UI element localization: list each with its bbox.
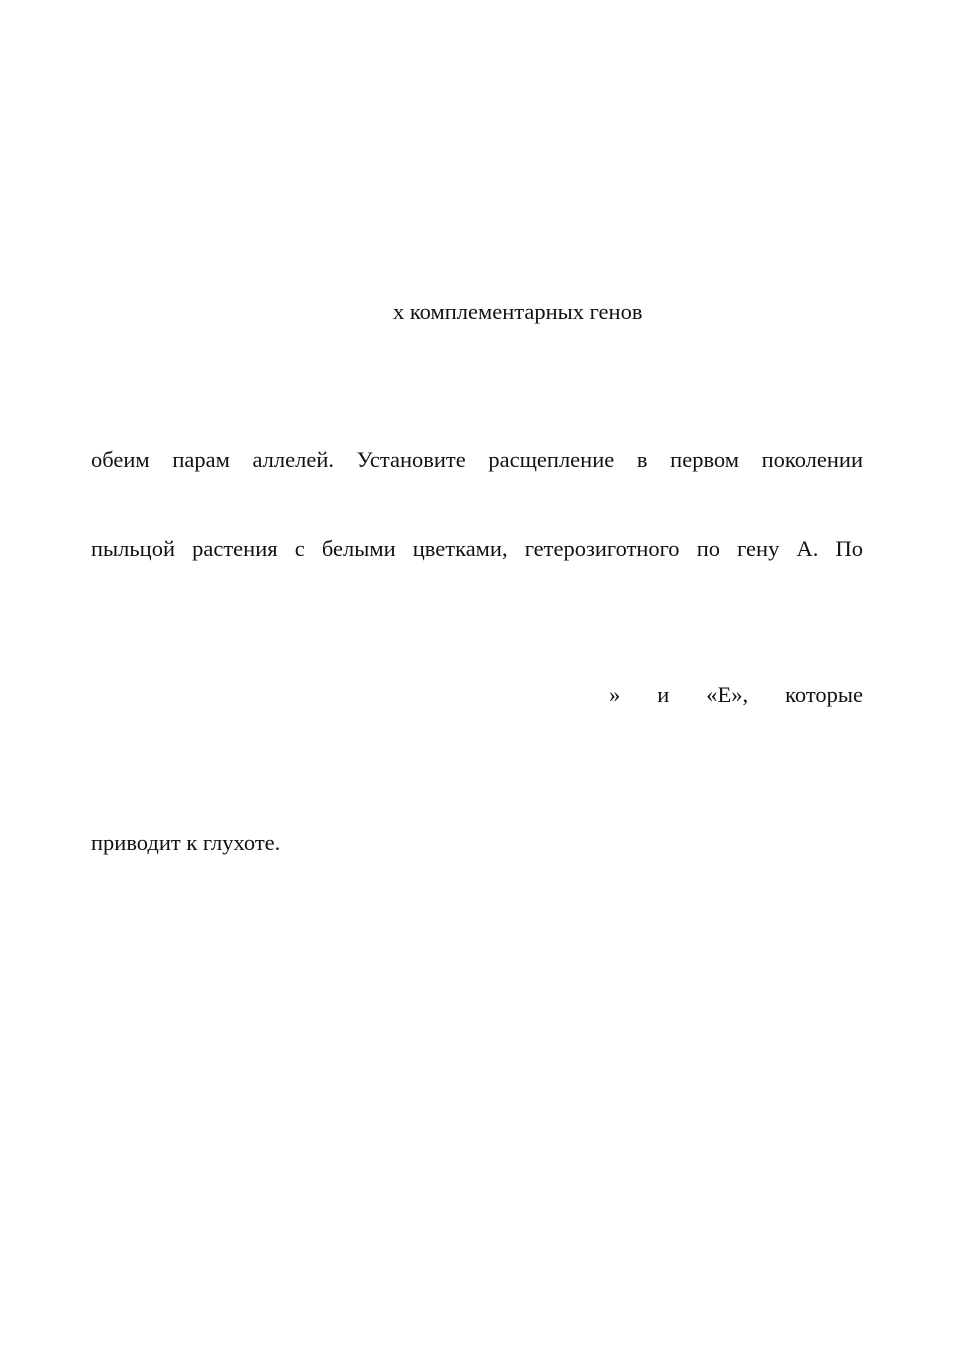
text-word: которые <box>785 682 863 707</box>
text-word: «Е», <box>706 682 749 707</box>
text-line-fragment <box>609 681 863 709</box>
text-line: пыльцой растения с белыми цветками, гетерозиготного по гену А. По <box>91 536 863 561</box>
text-line: обеим парам аллелей. Установите расщепление в первом поколении <box>91 447 863 472</box>
text-line: х комплементарных генов <box>393 299 643 324</box>
text-line: приводит к глухоте. <box>91 830 281 855</box>
text-word: » <box>609 682 621 707</box>
text-word: и <box>657 682 670 707</box>
